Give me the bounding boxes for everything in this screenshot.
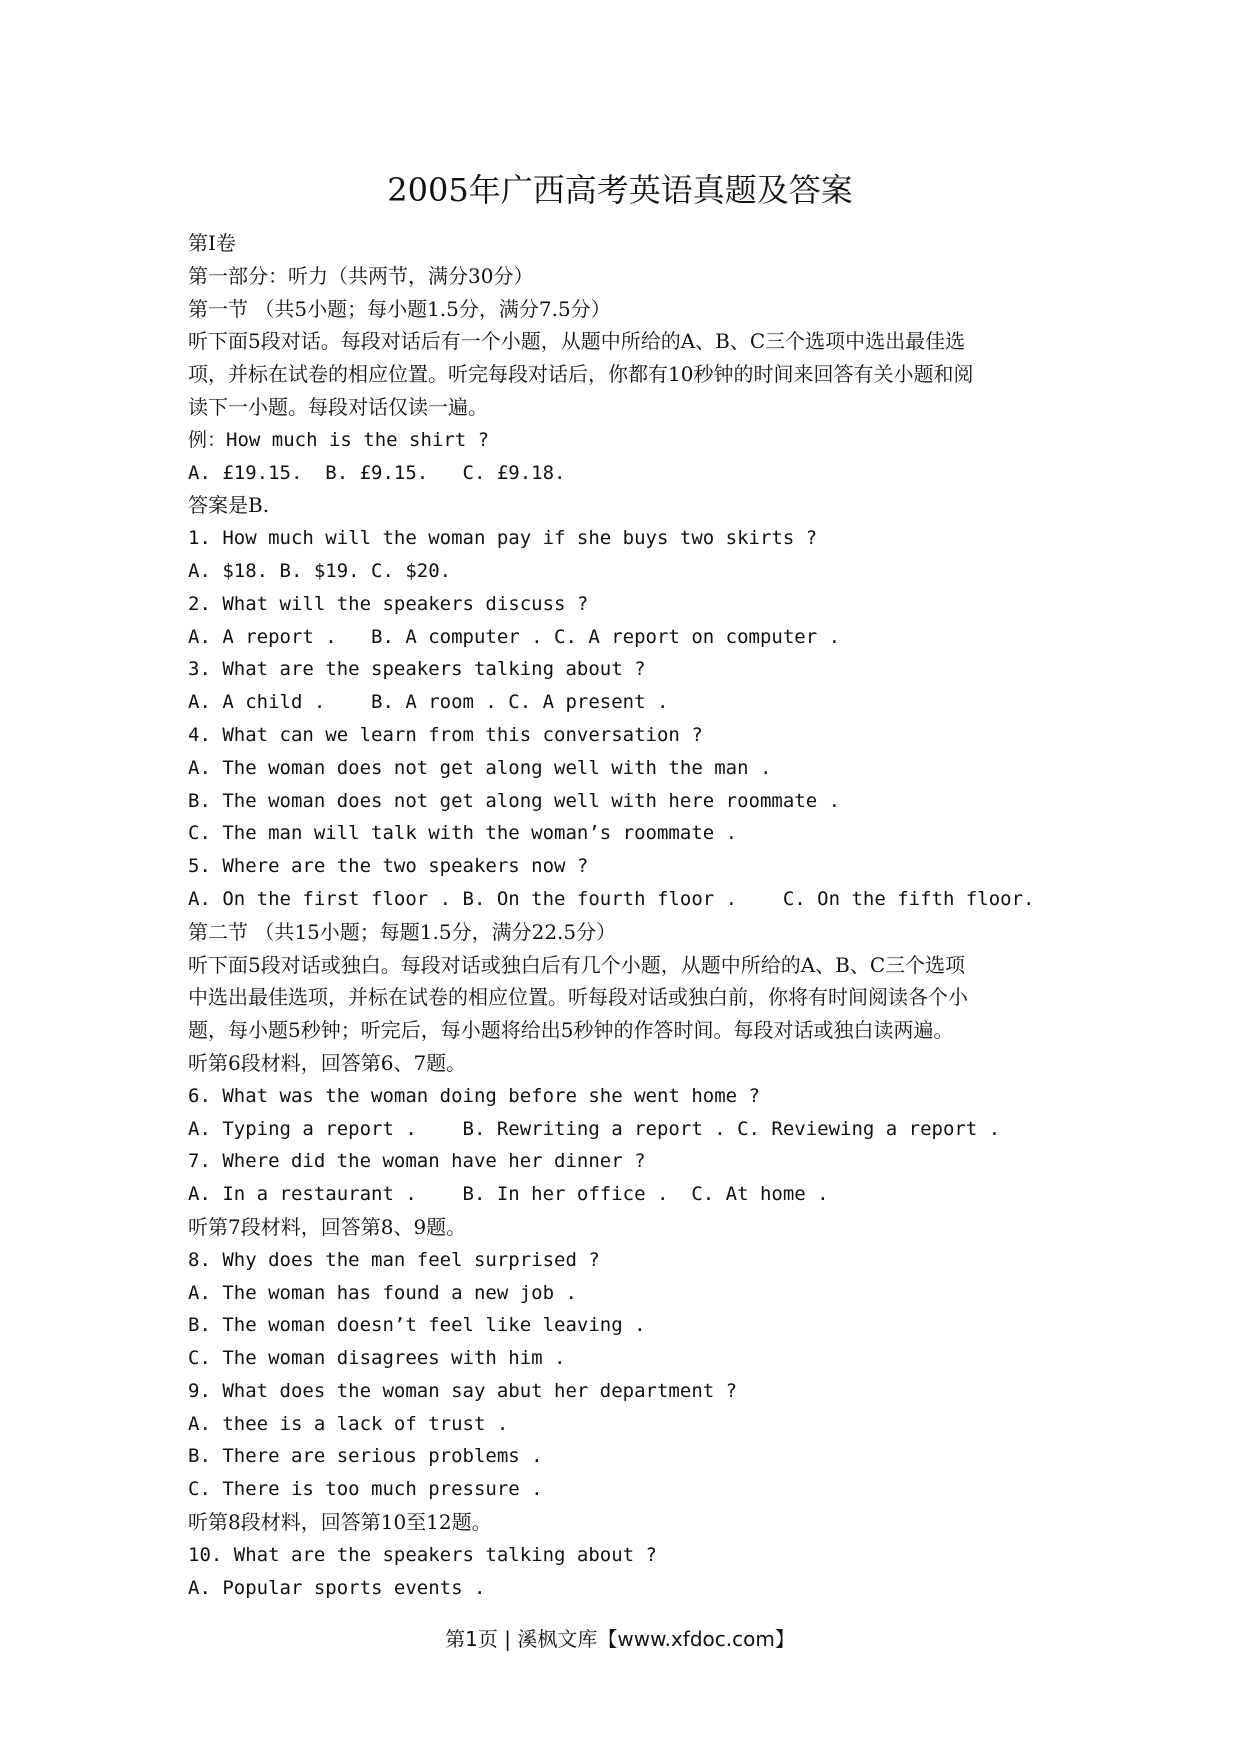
instruction-text: 听下面5段对话。每段对话后有一个小题，从题中所给的A、B、C三个选项中选出最佳选 (188, 329, 966, 354)
material-heading: 听第8段材料，回答第10至12题。 (188, 1510, 492, 1535)
answer-option: A. The woman does not get along well with the man . (188, 756, 772, 779)
answer-option: A. A report . B. A computer . C. A report on computer . (188, 625, 841, 648)
document-body (188, 227, 1056, 1604)
instruction-text: 项，并标在试卷的相应位置。听完每段对话后，你都有10秒钟的时间来回答有关小题和阅 (188, 362, 974, 387)
question: 6. What was the woman doing before she went home ? (188, 1084, 760, 1107)
answer-option: A. On the first floor . B. On the fourth floor . C. On the fifth floor. (188, 887, 1035, 910)
section-heading: 第二节 （共15小题；每题1.5分，满分22.5分） (188, 919, 617, 944)
question: 10. What are the speakers talking about ? (188, 1543, 657, 1566)
material-heading: 听第6段材料，回答第6、7题。 (188, 1050, 467, 1075)
question: 3. What are the speakers talking about ? (188, 658, 646, 681)
question: 2. What will the speakers discuss ? (188, 592, 589, 615)
answer-option: A. A child . B. A room . C. A present . (188, 691, 669, 714)
part-heading: 第一部分：听力（共两节，满分30分） (188, 263, 534, 288)
answer-option: B. The woman does not get along well with here roommate . (188, 789, 841, 812)
section-heading: 第一节 （共5小题；每小题1.5分，满分7.5分） (188, 296, 611, 321)
answer-option: A. Popular sports events . (188, 1576, 486, 1599)
section-heading: 第Ⅰ卷 (188, 231, 236, 255)
answer-option: A. The woman has found a new job . (188, 1281, 577, 1304)
example-question: 例：How much is the shirt ? (188, 428, 490, 451)
instruction-text: 读下一小题。每段对话仅读一遍。 (188, 394, 488, 419)
question: 7. Where did the woman have her dinner ? (188, 1150, 646, 1173)
question: 5. Where are the two speakers now ? (188, 855, 589, 878)
answer-option: B. The woman doesn’t feel like leaving . (188, 1314, 646, 1337)
instruction-text: 题，每小题5秒钟；听完后，每小题将给出5秒钟的作答时间。每段对话或独白读两遍。 (188, 1018, 954, 1043)
answer-option: C. The woman disagrees with him . (188, 1347, 566, 1370)
answer-option: B. There are serious problems . (188, 1445, 543, 1468)
answer-option: A. In a restaurant . B. In her office . C. At home . (188, 1183, 829, 1206)
example-answer: 答案是B. (188, 493, 270, 518)
example-options: A. £19.15. B. £9.15. C. £9.18. (188, 461, 566, 484)
answer-option: C. The man will talk with the woman’s roommate . (188, 822, 738, 845)
answer-option: A. Typing a report . B. Rewriting a report . C. Reviewing a report . (188, 1117, 1001, 1140)
page-title: 2005年广西高考英语真题及答案 (387, 171, 853, 209)
question: 8. Why does the man feel surprised ? (188, 1248, 600, 1271)
question: 1. How much will the woman pay if she buys two skirts ? (188, 527, 818, 550)
instruction-text: 中选出最佳选项，并标在试卷的相应位置。听每段对话或独白前，你将有时间阅读各个小 (188, 985, 968, 1010)
material-heading: 听第7段材料，回答第8、9题。 (188, 1214, 467, 1239)
answer-option: C. There is too much pressure . (188, 1478, 543, 1501)
answer-option: A. $18. B. $19. C. $20. (188, 559, 452, 582)
question: 4. What can we learn from this conversation ? (188, 723, 703, 746)
instruction-text: 听下面5段对话或独白。每段对话或独白后有几个小题，从题中所给的A、B、C三个选项 (188, 952, 966, 977)
page-footer: 第1页 | 溪枫文库【www.xfdoc.com】 (445, 1627, 795, 1651)
question: 9. What does the woman say abut her department ? (188, 1379, 738, 1402)
answer-option: A. thee is a lack of trust . (188, 1412, 509, 1435)
